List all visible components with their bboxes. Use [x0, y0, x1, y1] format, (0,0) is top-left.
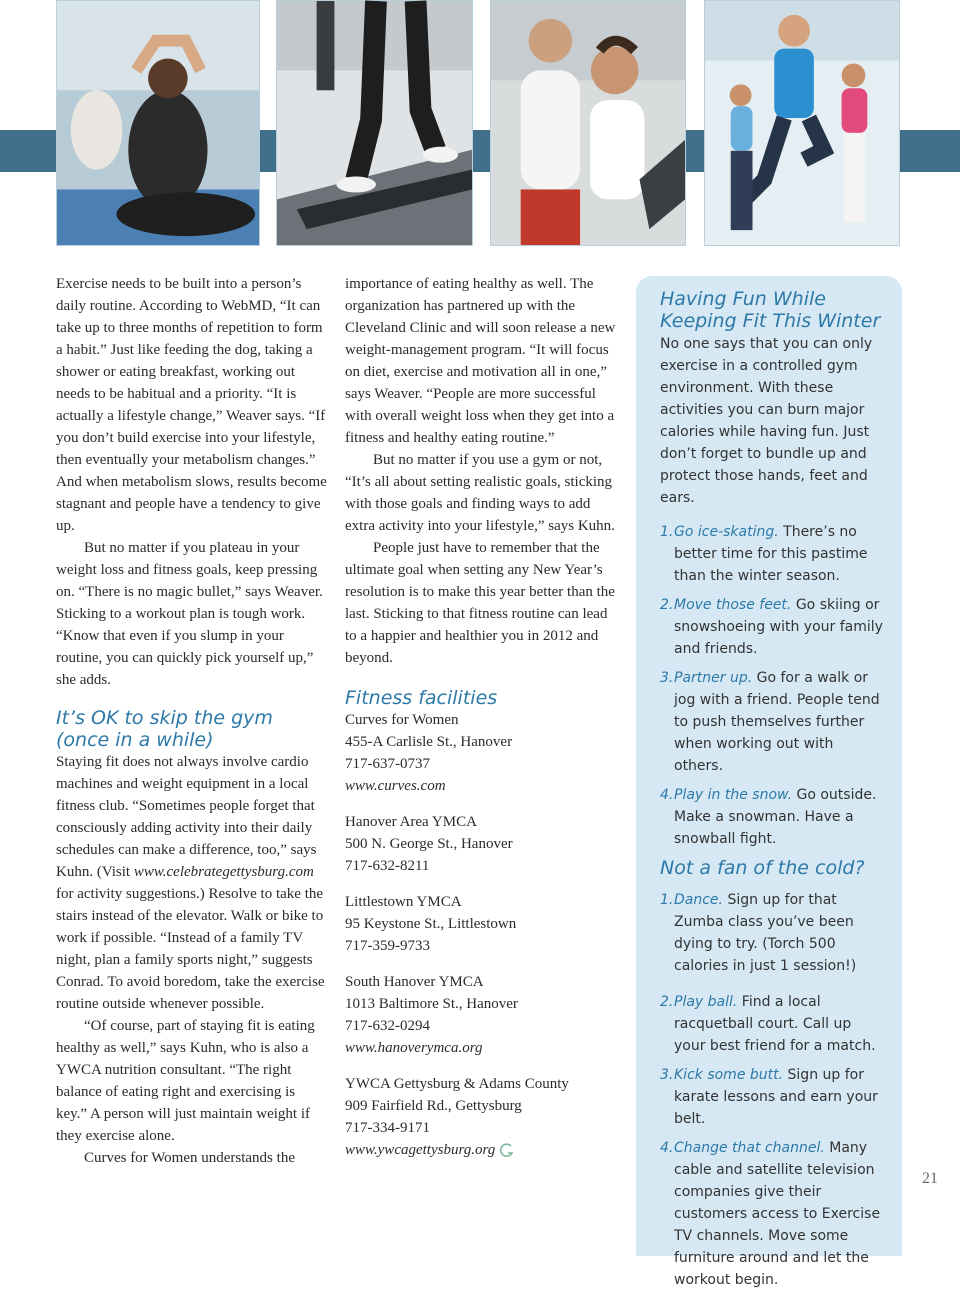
indoor-activities-list	[660, 889, 884, 1291]
sidebar-intro: No one says that you can only exercise in a controlled gym environment. With these activities you can burn major calories while having fun. Just don’t forget to bundle up and protect those hands, feet and ears.	[660, 336, 873, 506]
body-paragraph: But no matter if you plateau in your weight loss and fitness goals, keep pressing on. “There is no magic bullet,” says Weaver. Sticking to a workout plan is tough work. “Know that even if you slump in your routine, you can quickly pick yourself up,” she adds.	[56, 540, 323, 688]
facility-phone: 717-632-8211	[345, 858, 430, 874]
body-paragraph: importance of eating healthy as well. The organization has partnered up with the Cleveland Clinic and will soon release a new weight-management program. “It will focus on diet, exercise and motivation all in one,” says Weaver. “People are more successful with overall weight loss when they get into a fitness and healthy eating routine.”	[345, 276, 616, 446]
facility-name: Hanover Area YMCA	[345, 814, 477, 830]
list-text: Sign up for karate lessons and earn your belt.	[674, 1067, 878, 1127]
facility-entry	[345, 811, 617, 877]
body-paragraph: “Of course, part of staying fit is eating healthy as well,” says Kuhn, who is also a YWCA nutrition consultant. “The right balance of eating right and exercising is key.” A person will just maintain weight if they exercise alone.	[56, 1018, 315, 1144]
facility-phone: 717-637-0737	[345, 756, 430, 772]
list-item	[660, 667, 884, 777]
list-lead: Go ice-skating.	[674, 524, 779, 540]
facility-entry	[345, 891, 617, 957]
list-lead: Kick some butt.	[674, 1067, 784, 1083]
article-column-2	[345, 273, 617, 1175]
winter-activities-list	[660, 521, 884, 850]
list-text: Go for a walk or jog with a friend. People tend to push themselves further when working out with others.	[674, 670, 880, 774]
list-lead: Partner up.	[674, 670, 753, 686]
facility-entry	[345, 1073, 617, 1161]
sidebar-title-line: Keeping Fit This Winter	[660, 310, 881, 332]
list-number: 3.	[660, 1067, 674, 1083]
body-paragraph: Curves for Women understands the	[84, 1150, 295, 1166]
facility-address: 1013 Baltimore St., Hanover	[345, 996, 518, 1012]
body-text: for activity suggestions.) Resolve to take the stairs instead of the elevator. Walk or bike to work if possible. “Instead of a family TV night, plan a family sports night,” suggests Conrad. To avoid boredom, take the exercise routine outside whenever possible.	[56, 886, 325, 1012]
body-paragraph	[56, 751, 328, 1015]
facility-name: Littlestown YMCA	[345, 894, 462, 910]
website-link[interactable]: www.celebrategettysburg.com	[133, 864, 314, 880]
treadmill-legs-photo	[276, 0, 473, 246]
magazine-logo-icon	[499, 1143, 515, 1159]
list-text: There’s no better time for this pastime than the winter season.	[674, 524, 868, 584]
list-number: 4.	[660, 787, 674, 803]
facility-entry	[345, 709, 617, 797]
list-item	[660, 521, 884, 587]
list-item	[660, 991, 884, 1057]
list-text: Go skiing or snowshoeing with your family and friends.	[674, 597, 883, 657]
list-lead: Play in the snow.	[674, 787, 793, 803]
facility-address: 455-A Carlisle St., Hanover	[345, 734, 513, 750]
treadmill-runners-photo	[490, 0, 686, 246]
list-number: 1.	[660, 524, 674, 540]
facility-address: 909 Fairfield Rd., Gettysburg	[345, 1098, 522, 1114]
facility-phone: 717-632-0294	[345, 1018, 430, 1034]
body-paragraph: Exercise needs to be built into a person’s daily routine. According to WebMD, “It can take up to three months of repetition to form a habit.” Just like feeding the dog, taking a shower or eating breakfast, working out needs to be habitual and a priority. “It is actually a lifestyle change,” Weaver says. “If you don’t build exercise into your lifestyle, then eventually your metabolism changes.” And when metabolism slows, results become stagnant and people have a tendency to give up.	[56, 276, 327, 534]
facility-name: Curves for Women	[345, 712, 459, 728]
list-number: 4.	[660, 1140, 674, 1156]
subheading-line: It’s OK to skip the gym	[56, 707, 273, 729]
facility-address: 95 Keystone St., Littlestown	[345, 916, 517, 932]
facility-url[interactable]: www.ywcagettysburg.org	[345, 1142, 496, 1158]
facility-entry	[345, 971, 617, 1059]
list-lead: Change that channel.	[674, 1140, 825, 1156]
list-item	[660, 594, 884, 660]
article-column-1	[56, 273, 328, 1169]
sidebar-title	[660, 288, 884, 332]
sidebar-subtitle: Not a fan of the cold?	[660, 857, 865, 879]
list-text: Sign up for that Zumba class you’ve been dying to try. (Torch 500 calories in just 1 session!)	[674, 892, 857, 974]
list-number: 2.	[660, 597, 674, 613]
facility-phone: 717-334-9171	[345, 1120, 430, 1136]
aerobics-class-photo	[704, 0, 900, 246]
list-lead: Play ball.	[674, 994, 738, 1010]
list-number: 1.	[660, 892, 674, 908]
subheading	[56, 707, 328, 751]
body-text: Staying fit does not always involve cardio machines and weight equipment in a local fitness club. “Sometimes people forget that consciously adding activity into their daily schedules can make a difference, too,” says Kuhn. (Visit	[56, 754, 317, 880]
list-item	[660, 1137, 884, 1291]
list-number: 3.	[660, 670, 674, 686]
facility-url[interactable]: www.hanoverymca.org	[345, 1040, 483, 1056]
sidebar-title-line: Having Fun While	[660, 288, 826, 310]
yoga-stretch-photo	[56, 0, 260, 246]
list-item	[660, 784, 884, 850]
list-lead: Dance.	[674, 892, 723, 908]
list-lead: Move those feet.	[674, 597, 792, 613]
page-number: 21	[922, 1170, 938, 1187]
list-text: Find a local racquetball court. Call up your best friend for a match.	[674, 994, 876, 1054]
subheading-line: (once in a while)	[56, 729, 214, 751]
list-text: Go outside. Make a snowman. Have a snowball fight.	[674, 787, 877, 847]
list-item	[660, 889, 884, 977]
body-paragraph: People just have to remember that the ultimate goal when setting any New Year’s resolution is to make this year better than the last. Sticking to that fitness routine can lead to a happier and healthier you in 2012 and beyond.	[345, 540, 615, 666]
facility-name: YWCA Gettysburg & Adams County	[345, 1076, 569, 1092]
body-paragraph: But no matter if you use a gym or not, “It’s all about setting realistic goals, sticking with those goals and finding ways to add extra activity into your lifestyle,” says Kuhn.	[345, 452, 615, 534]
winter-fitness-sidebar	[636, 276, 902, 1288]
facilities-heading: Fitness facilities	[345, 687, 498, 709]
list-text: Many cable and satellite television companies give their customers access to Exercise TV channels. Move some furniture around and let the workout begin.	[674, 1140, 881, 1288]
facility-address: 500 N. George St., Hanover	[345, 836, 513, 852]
facility-name: South Hanover YMCA	[345, 974, 484, 990]
list-number: 2.	[660, 994, 674, 1010]
facility-url[interactable]: www.curves.com	[345, 778, 446, 794]
list-item	[660, 1064, 884, 1130]
facility-phone: 717-359-9733	[345, 938, 430, 954]
